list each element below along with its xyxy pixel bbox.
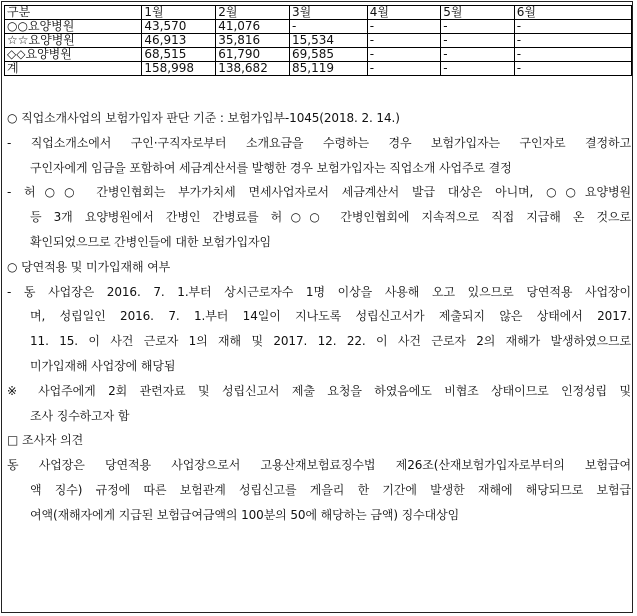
table-cell: - (441, 62, 515, 76)
table-cell: 46,913 (142, 34, 216, 48)
table-cell: ◇◇요양병원 (5, 48, 142, 62)
table-row (5, 20, 632, 34)
table-cell: - (514, 20, 631, 34)
table-cell: - (514, 34, 631, 48)
paragraph-line: 여액(재해자에게 지급된 보험급여금액의 100분의 50에 해당하는 금액) 징수대상임 (30, 507, 460, 522)
table-header-cell: 5월 (441, 6, 515, 20)
table-cell: ☆☆요양병원 (5, 34, 142, 48)
table-cell: 68,515 (142, 48, 216, 62)
table-cell: 61,790 (216, 48, 290, 62)
table-header-cell: 2월 (216, 6, 290, 20)
table-cell: 43,570 (142, 20, 216, 34)
paragraph-line: 동 사업장은 당연적용 사업장으로서 고용산재보험료징수법 제26조(산재보험가입자로부터의 보험급여 (7, 458, 631, 473)
paragraph-line: 11. 15. 이 사건 근로자 1의 재해 및 2017. 12. 22. 이 사건 근로자 2의 재해가 발생하였으므로 (30, 334, 631, 349)
paragraph-line: - 동 사업장은 2016. 7. 1.부터 상시근로자수 1명 이상을 사용해 오고 있으므로 당연적용 사업장이 (7, 284, 631, 299)
paragraph-line: 구인자에게 임금을 포함하여 세금계산서를 발행한 경우 보험가입자는 직업소개 사업주로 결정 (30, 160, 512, 175)
table-row (5, 34, 632, 48)
monthly-table (4, 5, 632, 76)
section-heading: □ 조사자 의견 (7, 433, 84, 448)
paragraph-line: 액 징수) 규정에 따른 보험관계 성립신고를 게을리 한 기간에 발생한 재해에 해당되므로 보험급 (30, 482, 631, 497)
table-header-cell: 6월 (514, 6, 631, 20)
table-cell: 69,585 (290, 48, 368, 62)
table-row (5, 48, 632, 62)
table-cell: 138,682 (216, 62, 290, 76)
paragraph-line: 며, 성립일인 2016. 7. 1.부터 14일이 지나도록 성립신고서가 제출되지 않은 상태에서 2017. (30, 309, 631, 324)
table-cell: - (367, 62, 441, 76)
section-heading: ○ 당연적용 및 미가입재해 여부 (7, 259, 171, 274)
table-cell: - (514, 48, 631, 62)
document-body (7, 106, 631, 528)
table-cell: 계 (5, 62, 142, 76)
table-cell: - (514, 62, 631, 76)
table-cell: - (441, 34, 515, 48)
table-cell: 41,076 (216, 20, 290, 34)
table-total-row (5, 62, 632, 76)
table-cell: - (367, 20, 441, 34)
paragraph-line: - 직업소개소에서 구인·구직자로부터 소개요금을 수령하는 경우 보험가입자는 구인자로 결정하고 (7, 135, 631, 150)
table-cell: 15,534 (290, 34, 368, 48)
table-cell: - (367, 34, 441, 48)
paragraph-line: 미가입재해 사업장에 해당됨 (30, 358, 176, 373)
paragraph-line: 등 3개 요양병원에서 간병인 간병료를 허○○ 간병인협회에 지속적으로 직접 지급해 온 것으로 (30, 210, 631, 225)
table-cell: ○○요양병원 (5, 20, 142, 34)
table-header-cell: 4월 (367, 6, 441, 20)
table-cell: - (441, 20, 515, 34)
table-cell: 35,816 (216, 34, 290, 48)
note-line: ※ 사업주에게 2회 관련자료 및 성립신고서 제출 요청을 하였음에도 비협조 상태이므로 인정성립 및 (7, 383, 631, 398)
note-line: 조사 징수하고자 함 (30, 408, 130, 423)
table-cell: - (290, 20, 368, 34)
document-frame (1, 1, 633, 613)
paragraph-line: 확인되었으므로 간병인들에 대한 보험가입자임 (30, 234, 271, 249)
table-cell: 158,998 (142, 62, 216, 76)
table-cell: 85,119 (290, 62, 368, 76)
table-cell: - (441, 48, 515, 62)
table-cell: - (367, 48, 441, 62)
table-header-cell: 구분 (5, 6, 142, 20)
section-heading: ○ 직업소개사업의 보험가입자 판단 기준 : 보험가입부-1045(2018. 2. 14.) (7, 111, 400, 125)
table-header-row (5, 6, 632, 20)
paragraph-line: - 허○○ 간병인협회는 부가가치세 면세사업자로서 세금계산서 발급 대상은 아니며, ○○요양병원 (7, 185, 631, 200)
table-header-cell: 1월 (142, 6, 216, 20)
table-header-cell: 3월 (290, 6, 368, 20)
